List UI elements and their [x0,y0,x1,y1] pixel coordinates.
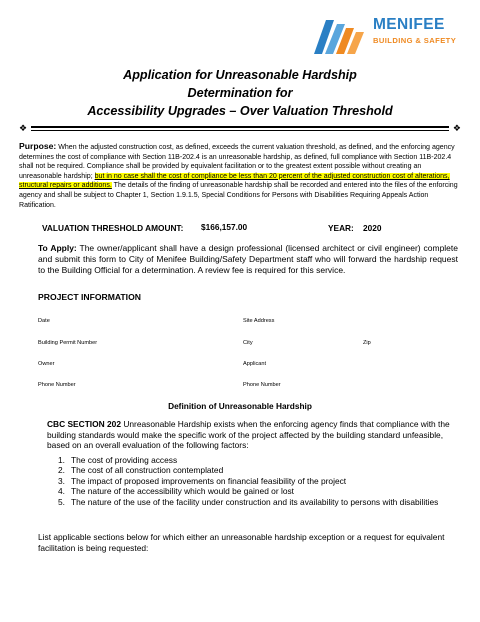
applicant-field-label: Applicant [243,361,267,367]
cbc-section-text: Unreasonable Hardship exists when the enforcing agency finds that compliance with the building standards would make the specific work of the project affected by the building standard unfeasible, based on an overall evaluation of the following factors: [47,419,450,451]
applicable-sections-instructions: List applicable sections below for which either an unreasonable hardship exception or a request for equivalent facilitation is being requested: [38,532,445,553]
divider-thick-line [31,126,449,128]
list-item [58,497,448,507]
list-item [58,455,448,465]
list-item-text: The nature of the accessibility which would be gained or lost [71,486,294,497]
menifee-m-mark-icon [314,14,370,54]
project-information-heading: PROJECT INFORMATION [38,292,141,302]
purpose-text-continued: The details of the finding of unreasonable hardship shall be recorded and entered into the files of the enforcing agency and shall be subject to Chapter 1, Section 1.9.1.5, Special Conditions for Persons with Disabilities Requiring Appeals Action Ratification. [19,182,458,209]
cbc-section-label: CBC SECTION 202 [47,419,121,429]
purpose-label: Purpose: [19,141,57,151]
list-item-number: 5. [58,496,65,507]
list-item-number: 3. [58,475,65,486]
definition-heading: Definition of Unreasonable Hardship [168,401,312,411]
list-item-text: The cost of providing access [71,455,178,465]
zip-field-label: Zip [363,340,371,346]
ornament-right-icon: ❖ [452,123,461,133]
owner-field-label: Owner [38,361,55,367]
list-item-text: The nature of the use of the facility under construction and its availability to persons with disabilities [71,496,439,507]
purpose-text: When the adjusted construction cost, as defined, exceeds the current valuation threshold, as defined, and the enforcing agency determines the cost of compliance with Section 11B-202.4 is an unreasonable hardship, as defined, full compliance with Section 11B-202.4 shall not be required. Compliance shall be provided by equivalent facilitation or to the greatest extent possible without creating an unreasonable hardship; [19,144,455,180]
hardship-factors-list [58,455,448,507]
valuation-threshold-label: VALUATION THRESHOLD AMOUNT: [42,223,184,233]
valuation-year-label: YEAR: [328,223,354,233]
city-field-label: City [243,340,253,346]
purpose-paragraph [19,142,461,210]
page-title-line-3: Accessibility Upgrades – Over Valuation Threshold [87,104,393,118]
site-address-field-label: Site Address [243,318,275,324]
menifee-logo [314,14,476,54]
applicant-phone-field-label: Phone Number [243,382,281,388]
to-apply-text: The owner/applicant shall have a design professional (licensed architect or civil engineer) complete and submit this form to City of Menifee Building/Safety Department staff who will forward the hardship request to the Building Official for a determination. A review fee is required for this service. [38,243,458,275]
title-divider [19,125,461,135]
list-item-number: 1. [58,455,65,465]
logo-name: MENIFEE [373,16,445,33]
valuation-year: 2020 [363,223,382,233]
to-apply-label: To Apply: [38,243,77,253]
list-item-number: 2. [58,465,65,476]
list-item-number: 4. [58,486,65,497]
to-apply-paragraph [38,243,458,275]
list-item [58,486,448,496]
page-title-line-2: Determination for [187,86,293,100]
building-permit-number-field-label: Building Permit Number [38,340,98,346]
divider-thin-line [31,130,449,131]
ornament-left-icon: ❖ [19,123,28,133]
page-title-line-1: Application for Unreasonable Hardship [123,68,357,82]
list-item-text: The impact of proposed improvements on financial feasibility of the project [71,475,347,486]
cbc-section-paragraph [47,419,457,451]
date-field-label: Date [38,318,50,324]
logo-subtitle: BUILDING & SAFETY [373,36,457,45]
list-item [58,476,448,486]
valuation-threshold-amount: $166,157.00 [201,222,248,232]
purpose-highlighted-text: but in no case shall the cost of compliance be less than 20 percent of the adjusted construction cost of alterations, structural repairs or additions. [19,172,450,190]
owner-phone-field-label: Phone Number [38,382,76,388]
list-item-text: The cost of all construction contemplated [71,465,224,476]
list-item [58,465,448,475]
